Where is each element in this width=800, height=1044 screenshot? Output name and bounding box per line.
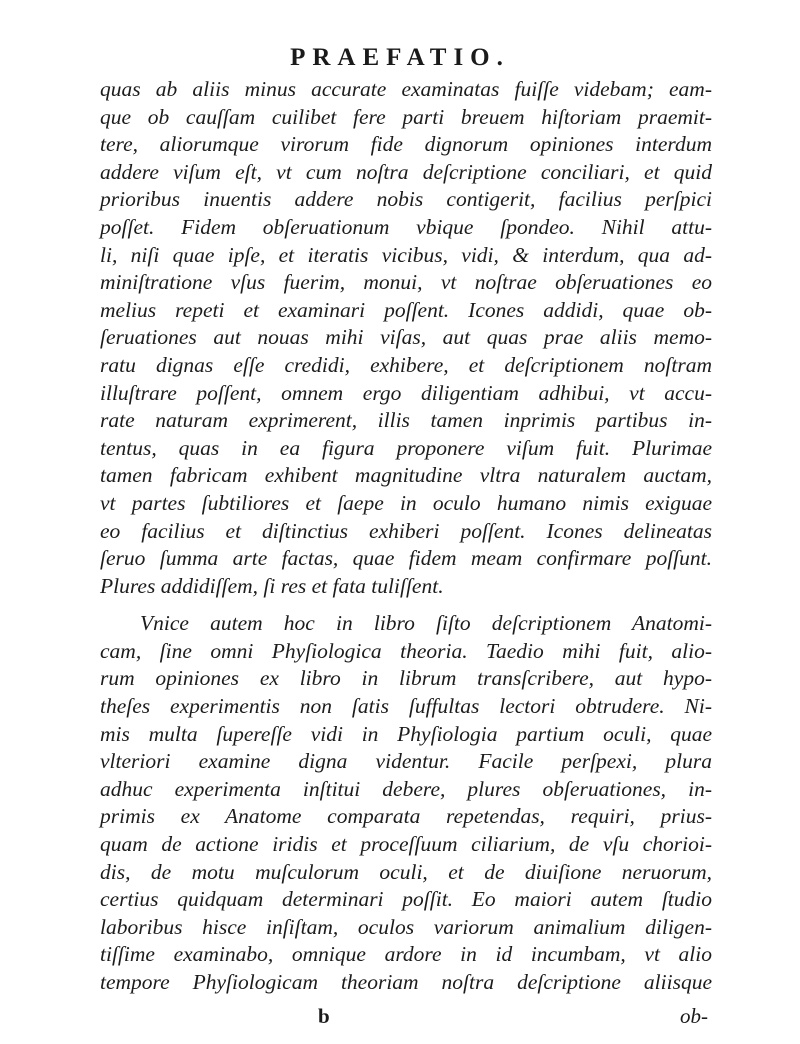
text-line: adhuc experimenta inſtitui debere, plures obſeruationes, in- (100, 776, 712, 801)
text-line: tere, aliorumque virorum fide dignorum opiniones interdum (100, 132, 712, 157)
body-text (100, 76, 712, 997)
text-line: theſes experimentis non ſatis ſuffultas lectori obtrudere. Ni- (100, 694, 712, 719)
text-line: dis, de motu muſculorum oculi, et de diuiſione neruorum, (100, 859, 712, 884)
catchword: ob- (680, 1004, 708, 1028)
text-line: laboribus hisce inſiſtam, oculos variorum animalium diligen- (100, 914, 712, 939)
text-line: rum opiniones ex libro in librum transſcribere, aut hypo- (100, 666, 712, 691)
paragraph-2 (100, 610, 712, 996)
paragraph-gap (100, 600, 712, 610)
text-line: ratu dignas eſſe credidi, exhibere, et deſcriptionem noſtram (100, 352, 712, 377)
text-line: rate naturam exprimerent, illis tamen inprimis partibus in- (100, 408, 712, 433)
text-line: poſſet. Fidem obſeruationum vbique ſpondeo. Nihil attu- (100, 214, 712, 239)
text-line: cam, ſine omni Phyſiologica theoria. Taedio mihi fuit, alio- (100, 638, 712, 663)
text-line: tempore Phyſiologicam theoriam noſtra deſcriptione aliisque (100, 970, 712, 994)
text-line: Vnice autem hoc in libro ſiſto deſcriptionem Anatomi- (140, 611, 712, 636)
text-line: eo facilius et diſtinctius exhiberi poſſent. Icones delineatas (100, 518, 712, 543)
text-line: vlteriori examine digna videntur. Facile perſpexi, plura (100, 749, 712, 774)
text-line: quam de actione iridis et proceſſuum ciliarium, de vſu chorioi- (100, 832, 712, 857)
text-line: miniſtratione vſus fuerim, monui, vt noſtrae obſeruationes eo (100, 270, 712, 295)
text-line: primis ex Anatome comparata repetendas, requiri, prius- (100, 804, 712, 829)
running-head: PRAEFATIO. (290, 44, 510, 71)
text-line: ſeruationes aut nouas mihi viſas, aut quas prae aliis memo- (100, 325, 712, 350)
page-footer (100, 1004, 712, 1030)
text-line: tamen fabricam exhibent magnitudine vltra naturalem auctam, (100, 463, 712, 488)
text-line: prioribus inuentis addere nobis contigerit, facilius perſpici (100, 187, 712, 212)
text-line: tiſſime examinabo, omnique ardore in id incumbam, vt alio (100, 942, 712, 967)
text-line: vt partes ſubtiliores et ſaepe in oculo humano nimis exiguae (100, 490, 712, 515)
text-line: addere viſum eſt, vt cum noſtra deſcriptione conciliari, et quid (100, 159, 712, 184)
text-line: mis multa ſupereſſe vidi in Phyſiologia partium oculi, quae (100, 721, 712, 746)
text-line: Plures addidiſſem, ſi res et fata tuliſſent. (100, 573, 444, 598)
text-line: que ob cauſſam cuilibet fere parti breuem hiſtoriam praemit- (100, 104, 712, 129)
text-line: quas ab aliis minus accurate examinatas fuiſſe videbam; eam- (100, 77, 712, 101)
text-line: melius repeti et examinari poſſent. Icones addidi, quae ob- (100, 297, 712, 322)
text-line: tentus, quas in ea figura proponere viſum fuit. Plurimae (100, 435, 712, 460)
signature-mark: b (318, 1004, 330, 1028)
text-line: illuſtrare poſſent, omnem ergo diligentiam adhibui, vt accu- (100, 380, 712, 405)
text-line: certius quidquam determinari poſſit. Eo maiori autem ſtudio (100, 887, 712, 912)
text-line: li, niſi quae ipſe, et iteratis vicibus, vidi, & interdum, qua ad- (100, 242, 712, 267)
text-line: ſeruo ſumma arte factas, quae fidem meam confirmare poſſunt. (100, 546, 712, 571)
paragraph-1 (100, 76, 712, 600)
